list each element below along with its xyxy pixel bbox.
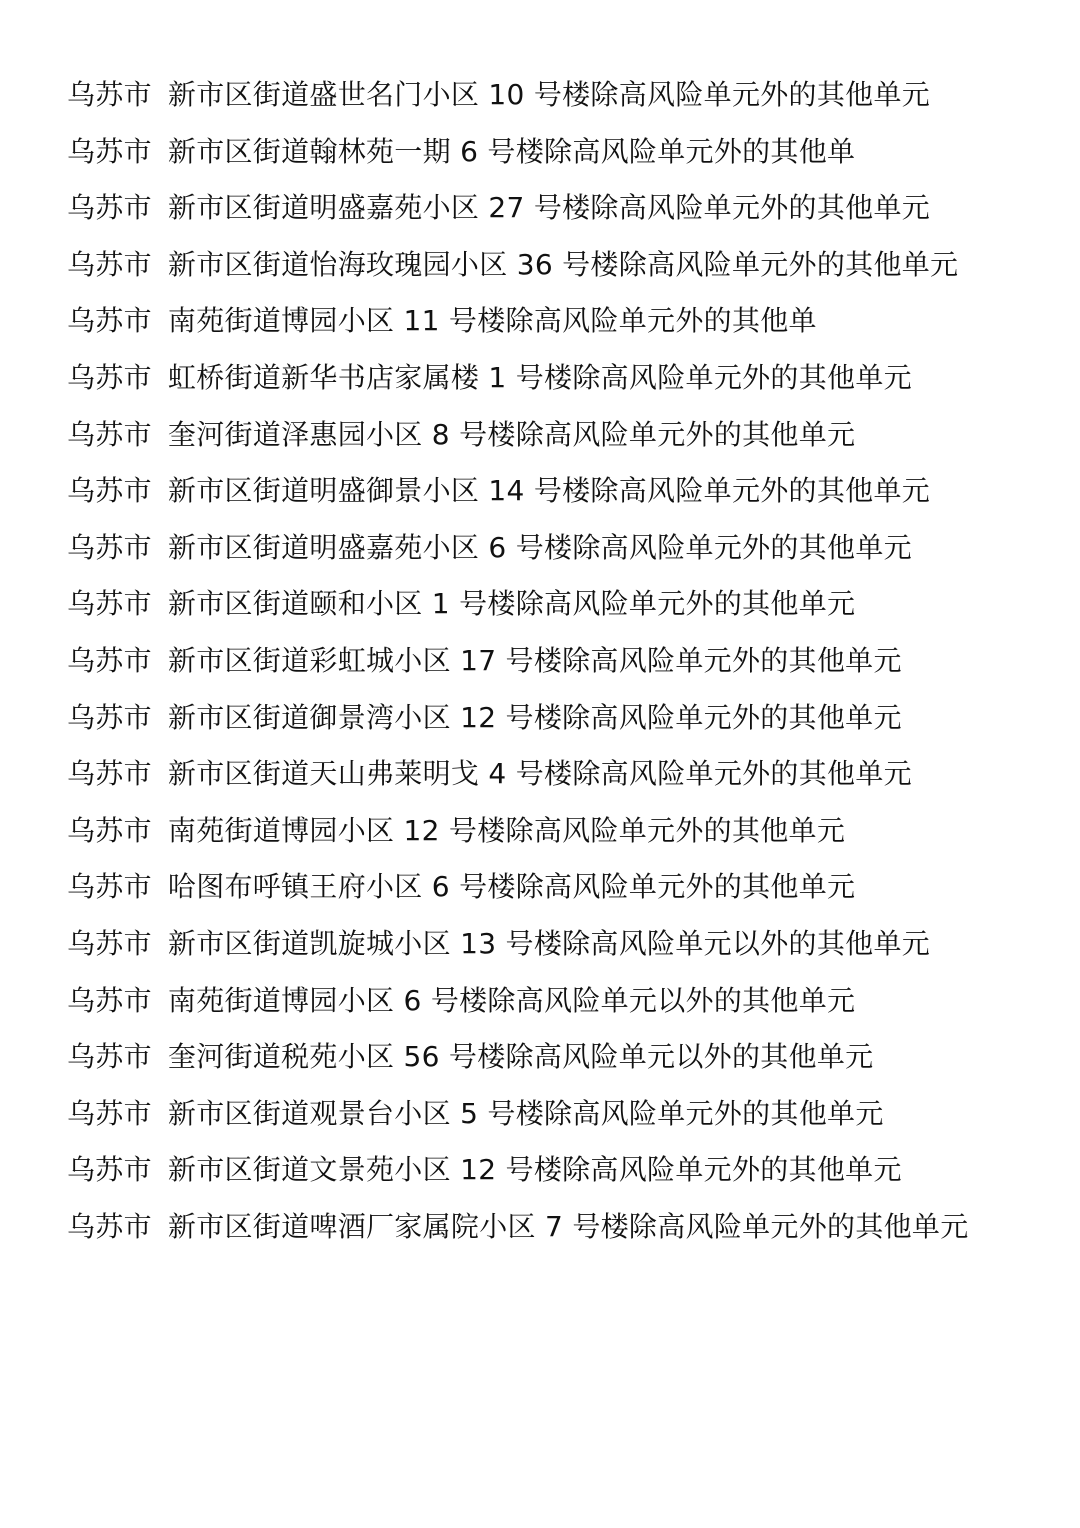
address-text: 新市区街道彩虹城小区 17 号楼除高风险单元外的其他单元	[167, 643, 902, 677]
list-item	[67, 124, 1067, 181]
list-item	[67, 67, 1067, 124]
list-item	[67, 859, 1067, 916]
city-name: 乌苏市	[67, 1209, 152, 1243]
city-name: 乌苏市	[67, 870, 152, 904]
city-name: 乌苏市	[67, 360, 152, 394]
address-text: 新市区街道翰林苑一期 6 号楼除高风险单元外的其他单	[167, 134, 856, 168]
address-text: 新市区街道盛世名门小区 10 号楼除高风险单元外的其他单元	[167, 78, 931, 111]
address-text: 新市区街道御景湾小区 12 号楼除高风险单元外的其他单元	[167, 700, 902, 734]
address-text: 新市区街道怡海玫瑰园小区 36 号楼除高风险单元外的其他单元	[167, 247, 959, 281]
address-text: 新市区街道明盛御景小区 14 号楼除高风险单元外的其他单元	[167, 474, 931, 508]
address-text: 新市区街道明盛嘉苑小区 27 号楼除高风险单元外的其他单元	[167, 191, 931, 225]
list-item	[67, 180, 1067, 237]
city-name: 乌苏市	[67, 757, 152, 791]
address-list	[67, 67, 1067, 1255]
address-text: 南苑街道博园小区 12 号楼除高风险单元外的其他单元	[167, 813, 846, 847]
list-item	[67, 1199, 1067, 1256]
address-text: 哈图布呼镇王府小区 6 号楼除高风险单元外的其他单元	[167, 870, 856, 904]
list-item	[67, 407, 1067, 464]
city-name: 乌苏市	[67, 247, 152, 281]
address-text: 新市区街道颐和小区 1 号楼除高风险单元外的其他单元	[167, 587, 856, 621]
list-item	[67, 1029, 1067, 1086]
list-item	[67, 293, 1067, 350]
address-text: 新市区街道明盛嘉苑小区 6 号楼除高风险单元外的其他单元	[167, 530, 912, 564]
city-name: 乌苏市	[67, 983, 152, 1017]
city-name: 乌苏市	[67, 417, 152, 451]
list-item	[67, 916, 1067, 973]
city-name: 乌苏市	[67, 530, 152, 564]
address-text: 南苑街道博园小区 6 号楼除高风险单元以外的其他单元	[167, 983, 856, 1017]
list-item	[67, 1086, 1067, 1143]
address-text: 奎河街道泽惠园小区 8 号楼除高风险单元外的其他单元	[167, 417, 856, 451]
list-item	[67, 520, 1067, 577]
city-name: 乌苏市	[67, 1096, 152, 1130]
address-text: 虹桥街道新华书店家属楼 1 号楼除高风险单元外的其他单元	[167, 360, 912, 394]
city-name: 乌苏市	[67, 304, 152, 338]
list-item	[67, 973, 1067, 1030]
city-name: 乌苏市	[67, 813, 152, 847]
list-item	[67, 633, 1067, 690]
city-name: 乌苏市	[67, 191, 152, 225]
address-text: 新市区街道天山弗莱明戈 4 号楼除高风险单元外的其他单元	[167, 757, 912, 791]
city-name: 乌苏市	[67, 587, 152, 621]
list-item	[67, 463, 1067, 520]
city-name: 乌苏市	[67, 926, 152, 960]
address-text: 南苑街道博园小区 11 号楼除高风险单元外的其他单	[167, 304, 817, 338]
city-name: 乌苏市	[67, 1040, 152, 1074]
address-text: 新市区街道观景台小区 5 号楼除高风险单元外的其他单元	[167, 1096, 884, 1130]
list-item	[67, 237, 1067, 294]
list-item	[67, 690, 1067, 747]
list-item	[67, 746, 1067, 803]
city-name: 乌苏市	[67, 78, 152, 111]
address-text: 新市区街道文景苑小区 12 号楼除高风险单元外的其他单元	[167, 1153, 902, 1187]
list-item	[67, 576, 1067, 633]
list-item	[67, 350, 1067, 407]
city-name: 乌苏市	[67, 474, 152, 508]
city-name: 乌苏市	[67, 1153, 152, 1187]
list-item	[67, 1142, 1067, 1199]
city-name: 乌苏市	[67, 643, 152, 677]
address-text: 新市区街道啤酒厂家属院小区 7 号楼除高风险单元外的其他单元	[167, 1209, 969, 1243]
address-text: 奎河街道税苑小区 56 号楼除高风险单元以外的其他单元	[167, 1040, 874, 1074]
address-text: 新市区街道凯旋城小区 13 号楼除高风险单元以外的其他单元	[167, 926, 931, 960]
city-name: 乌苏市	[67, 700, 152, 734]
list-item	[67, 803, 1067, 860]
city-name: 乌苏市	[67, 134, 152, 168]
